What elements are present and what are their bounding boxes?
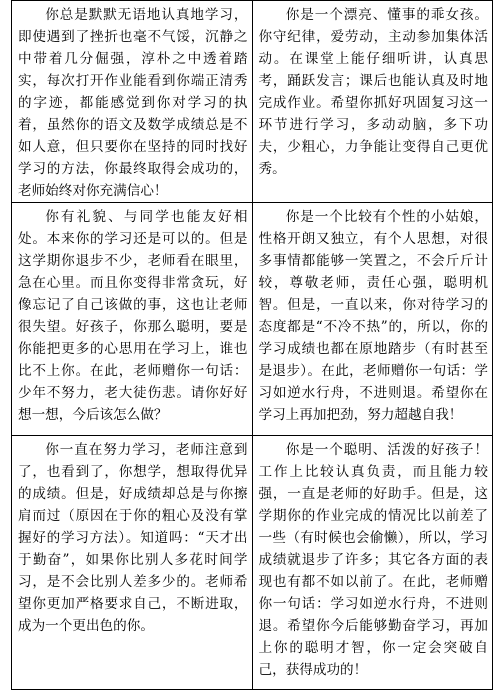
table-row	[12, 1, 493, 203]
comment-cell: 你是一个比较有个性的小姑娘，性格开朗又独立，有个人思想，对很多事情都能够一笑置之，不会斤斤计较，尊敬老师，责任心强，聪明机智。但是，一直以来，你对待学习的态度都是“不冷不热”的，所以，你的学习成绩也都在原地踏步（有时甚至是退步）。在此，老师赠你一句话：学习如逆水行舟，不进则退。希望你在学习上再加把劲，努力超越自我！	[252, 203, 493, 436]
comment-cell: 你是一个漂亮、懂事的乖女孩。你守纪律，爱劳动，主动参加集体活动。在课堂上能仔细听讲，认真思考，踊跃发言；课后也能认真及时地完成作业。希望你抓好巩固复习这一环节进行学习，多动动脑，多下功夫，少粗心，力争能让变得自己更优秀。	[252, 1, 493, 203]
comment-cell: 你是一个聪明、活泼的好孩子！工作上比较认真负责，而且能力较强，一直是老师的好助手。但是，这学期你的作业完成的情况比以前差了一些（有时候也会偷懒），所以，学习成绩就退步了许多；其它各方面的表现也有都不如以前了。在此，老师赠你一句话：学习如逆水行舟，不进则退。希望你今后能够勤奋学习，再加上你的聪明才智，你一定会突破自己，获得成功的！	[252, 436, 493, 690]
comments-table	[11, 0, 493, 690]
table-row	[12, 436, 493, 690]
comment-cell: 你总是默默无语地认真地学习，即使遇到了挫折也毫不气馁，沉静之中带着几分倔强，淳朴之中透着踏实，每次打开作业能看到你端正清秀的字迹，都能感觉到你对学习的执着，虽然你的语文及数学成绩总是不如人意，但只要你在坚持的同时找好学习的方法，你最终取得会成功的，老师始终对你充满信心！	[12, 1, 253, 203]
comment-cell: 你一直在努力学习，老师注意到了，也看到了，你想学，想取得优异的成绩。但是，好成绩却总是与你擦肩而过（原因在于你的粗心及没有掌握好的学习方法）。知道吗：“天才出于勤奋”，如果你比别人多花时间学习，是不会比别人差多少的。老师希望你更加严格要求自己，不断进取，成为一个更出色的你。	[12, 436, 253, 690]
table-row	[12, 203, 493, 436]
comment-cell: 你有礼貌、与同学也能友好相处。本来你的学习还是可以的。但是这学期你退步不少，老师看在眼里，急在心里。而且你变得非常贪玩，好像忘记了自己该做的事，这也让老师很失望。好孩子，你那么聪明，要是你能把更多的心思用在学习上，谁也比不上你。在此，老师赠你一句话：少年不努力，老大徒伤悲。请你好好想一想，今后该怎么做？	[12, 203, 253, 436]
